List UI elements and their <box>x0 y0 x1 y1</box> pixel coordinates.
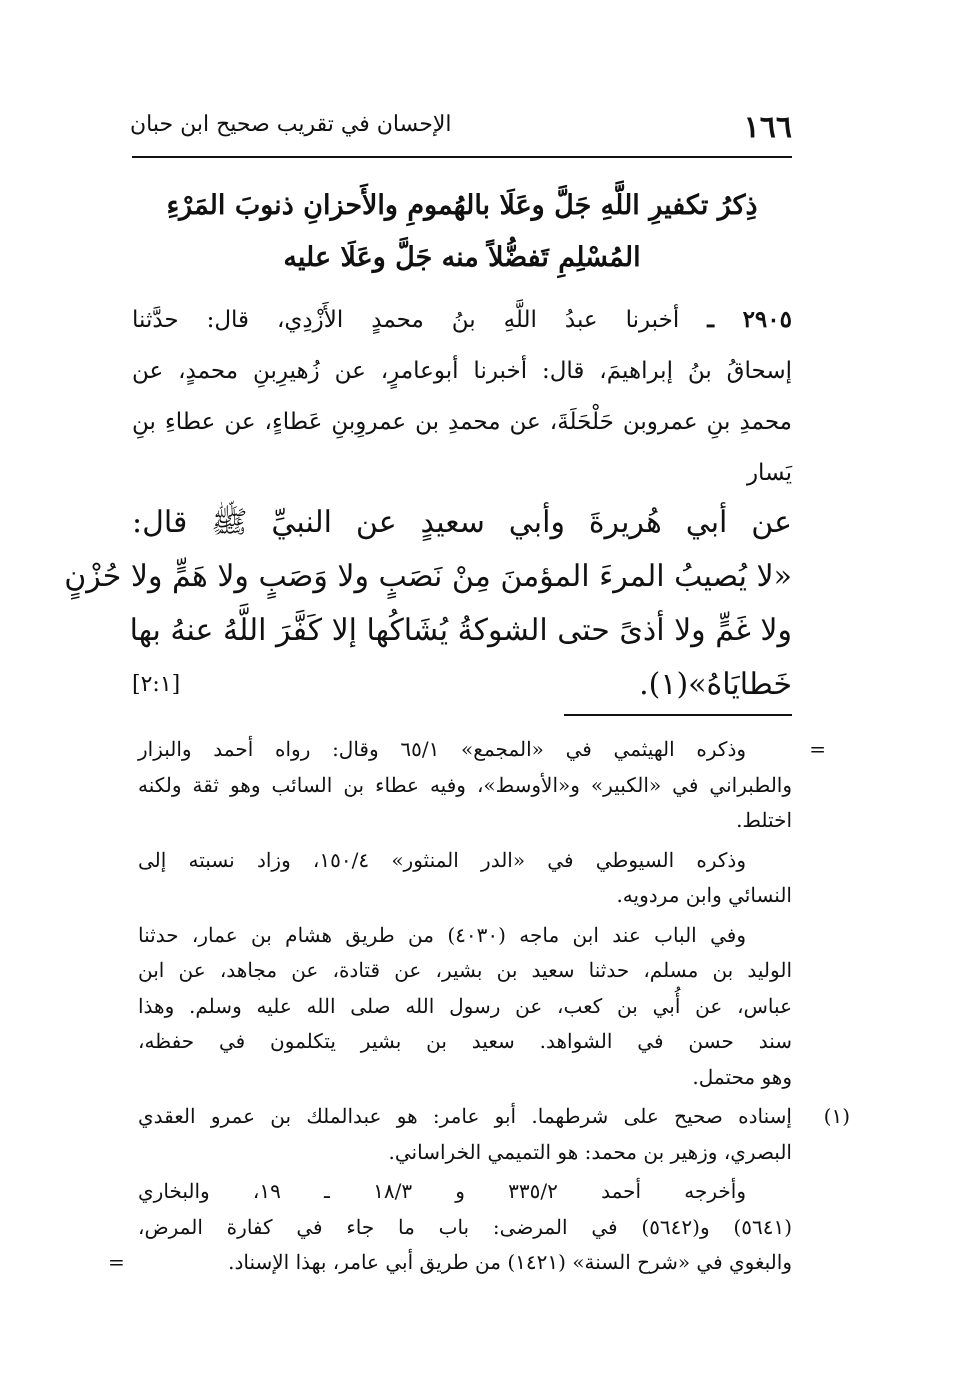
footnote-line: سند حسن في الشواهد. سعيد بن بشير يتكلمون في حفظه، <box>138 1029 792 1053</box>
running-header-title: الإحسان في تقريب صحيح ابن حبان <box>130 112 452 137</box>
matn-line: عن أبي هُريرةَ وأبي سعيدٍ عن النبيِّ ﷺ قال: <box>132 505 792 540</box>
footnote-paragraph <box>138 918 792 1096</box>
isnad-text: أخبرنا عبدُ اللَّهِ بنُ محمدٍ الأَزْدِي، قال: حدَّثنا <box>132 307 680 333</box>
header-rule <box>132 156 792 158</box>
footnote-line: الوليد بن مسلم، حدثنا سعيد بن بشير، عن قتادة، عن مجاهد، عن ابن <box>138 958 792 982</box>
isnad-line <box>132 294 792 346</box>
footnote-line: وذكره الهيثمي في «المجمع» ٦٥/١ وقال: رواه أحمد والبزار <box>138 737 747 761</box>
footnote-line: اختلط. <box>736 808 792 832</box>
footnote-number: (١) <box>823 1104 850 1128</box>
matn-line: «لا يُصيبُ المرءَ المؤمنَ مِنْ نَصَبٍ ولا وَصَبٍ ولا هَمٍّ ولا حُزْنٍ <box>64 559 792 594</box>
footnote-line <box>108 1245 792 1281</box>
footnote-line: وفي الباب عند ابن ماجه (٤٠٣٠) من طريق هشام بن عمار، حدثنا <box>138 922 747 947</box>
footnote-line: والطبراني في «الكبير» و«الأوسط»، وفيه عطاء بن السائب وهو ثقة ولكنه <box>138 772 792 797</box>
footnote-line: البصري، وزهير بن محمد: هو التميمي الخراساني. <box>388 1139 792 1164</box>
footnotes <box>108 732 850 1285</box>
chapter-title-line-1: ذِكرُ تكفيرِ اللَّهِ جَلَّ وعَلَا بالهُمومِ والأَحزانِ ذنوبَ المَرْءِ <box>166 190 758 221</box>
footnote-separator <box>564 714 792 716</box>
footnote-paragraph <box>108 1174 792 1281</box>
isnad-line: إسحاقُ بنُ إبراهيمَ، قال: أخبرنا أبوعامرٍ، عن زُهيرِبنِ محمدٍ، عن <box>132 358 792 384</box>
hadith-number: ٢٩٠٥ ـ <box>707 306 792 333</box>
footnote-line: وأخرجه أحمد ٣٣٥/٢ و ١٨/٣ ـ ١٩، والبخاري <box>138 1179 746 1203</box>
footnote-line: عباس، عن أُبي بن كعب، عن رسول الله صلى الله عليه وسلم. وهذا <box>138 993 792 1018</box>
isnad-line: يَسار <box>746 460 792 486</box>
footnote-line: وذكره السيوطي في «الدر المنثور» ١٥٠/٤، وزاد نسبته إلى <box>138 847 746 872</box>
chapter-title <box>132 180 792 284</box>
chapter-title-line-2: المُسْلِمِ تَفضُّلاً منه جَلَّ وعَلَا عليه <box>283 242 641 273</box>
matn-line: ولا غَمٍّ ولا أذىً حتى الشوكةُ يُشَاكُها إلا كَفَّرَ اللَّهُ عنهُ بها <box>129 613 792 648</box>
isnad-line: محمدِ بنِ عمروبن حَلْحَلَةَ، عن محمدِ بن عمروِبنِ عَطاءٍ، عن عطاءِ بنِ <box>132 409 792 435</box>
matn-last-line <box>132 658 792 712</box>
footnote-line: وهو محتمل. <box>692 1064 792 1089</box>
matn-line: خَطايَاهُ»(١). <box>639 667 792 702</box>
footnote-paragraph <box>138 843 792 914</box>
continuation-marker: = <box>809 737 826 761</box>
hadith-matn <box>64 496 792 712</box>
footnote-paragraph <box>138 732 826 839</box>
hadith-reference: [٢:١] <box>132 672 181 697</box>
hadith-isnad <box>132 294 792 499</box>
footnote-line: النسائي وابن مردويه. <box>616 883 792 907</box>
continuation-marker: = <box>108 1250 125 1274</box>
page-number: ١٦٦ <box>743 110 792 145</box>
footnote-line-text: والبغوي في «شرح السنة» (١٤٢١) من طريق أبي عامر، بهذا الإسناد. <box>228 1250 792 1274</box>
footnote-line: (٥٦٤١) و(٥٦٤٢) في المرضى: باب ما جاء في كفارة المرض، <box>138 1214 792 1239</box>
footnote-line: إسناده صحيح على شرطهما. أبو عامر: هو عبدالملك بن عمرو العقدي <box>138 1104 792 1128</box>
footnote-1 <box>138 1099 850 1170</box>
